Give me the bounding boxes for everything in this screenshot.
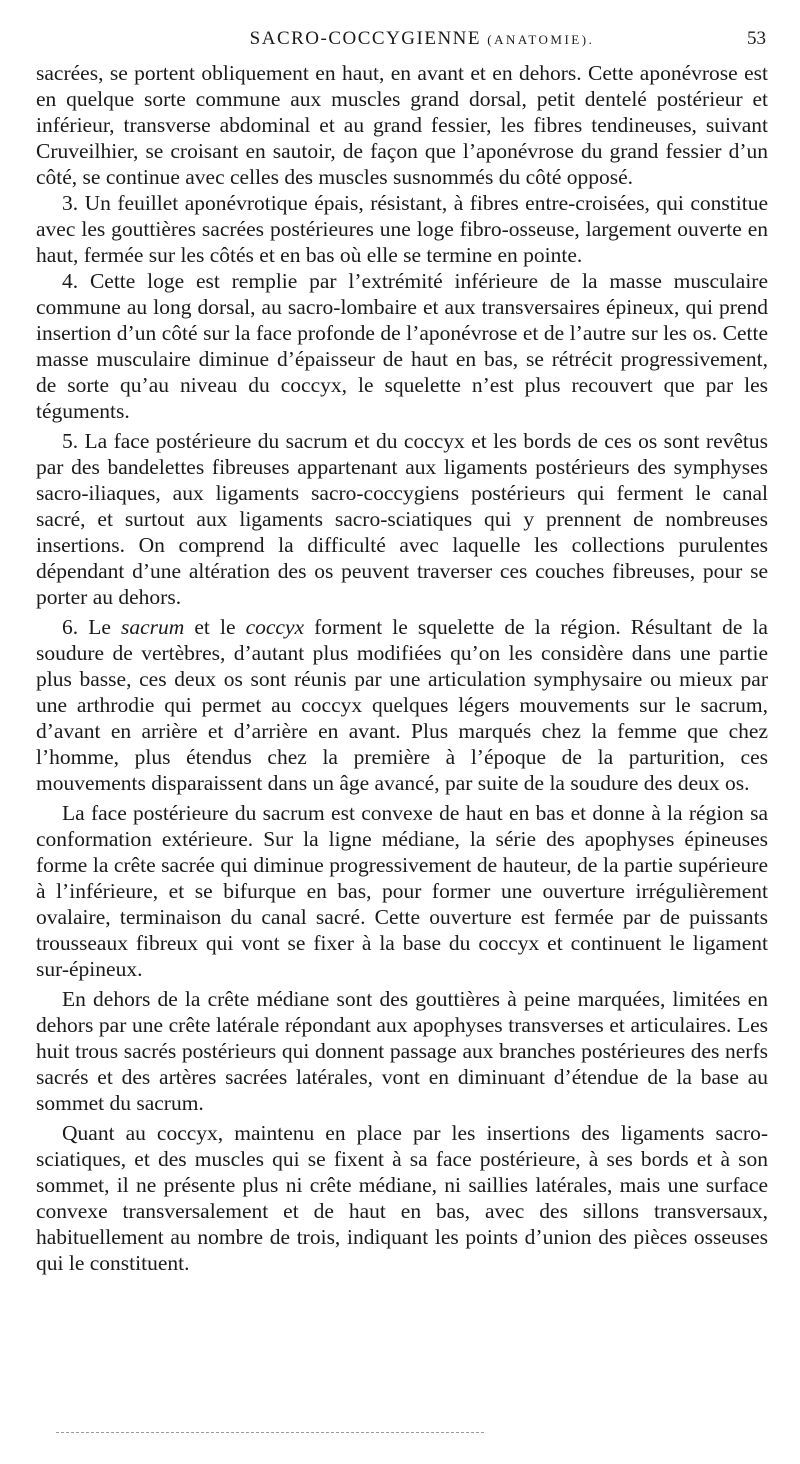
paragraph-gutters: En dehors de la crête médiane sont des gouttières à peine marquées, limitées en dehors par une crête latérale répondant aux apophyses transverses et articulaires. Les huit trous sacrés postérieurs qui donnent passage aux branches postérieures des nerfs sacrés et des artères sacrées latérales, vont en diminuant d’étendue de la base au sommet du sacrum. <box>36 987 768 1115</box>
paragraph-item-6-mid: et le <box>184 615 246 639</box>
term-sacrum: sacrum <box>120 615 185 639</box>
paragraph-item-6-end: forment le squelette de la région. Résultant de la soudure de vertèbres, d’autant plus modifiées qu’on les considère dans une partie plus basse, ces deux os sont réunis par une articulation symphysaire ou mieux par une arthrodie qui permet au coccyx quelques légers mouvements sur le sacrum, d’avant en arrière et d’arrière en avant. Plus marqués chez la femme que chez l’homme, plus étendus chez la première à l’époque de la parturition, ces mouvements disparaissent dans un âge avancé, par suite de la soudure des deux os. <box>36 615 768 795</box>
paragraph-item-6-start: 6. Le <box>62 615 121 639</box>
body-text <box>36 60 768 1276</box>
paragraph-item-3: 3. Un feuillet aponévrotique épais, résistant, à fibres entre-croisées, qui constitue avec les gouttières sacrées postérieures une loge fibro-osseuse, largement ouverte en haut, fermée sur les côtés et en bas où elle se termine en pointe. <box>36 191 768 267</box>
paragraph-continued: sacrées, se portent obliquement en haut, en avant et en dehors. Cette aponévrose est en quelque sorte commune aux muscles grand dorsal, petit dentelé postérieur et inférieur, transverse abdominal et au grand fessier, les fibres tendineuses, suivant Cruveilhier, se croisant en sautoir, de façon que l’aponévrose du grand fessier d’un côté, se continue avec celles des muscles susnommés du côté opposé. <box>36 61 768 189</box>
paragraph-item-5: 5. La face postérieure du sacrum et du coccyx et les bords de ces os sont revêtus par des bandelettes fibreuses appartenant aux ligaments postérieurs des symphyses sacro-iliaques, aux ligaments sacro-coccygiens postérieurs qui ferment le canal sacré, et surtout aux ligaments sacro-sciatiques qui y prennent de nombreuses insertions. On comprend la difficulté avec laquelle les collections purulentes dépendant d’une altération des os peuvent traverser ces couches fibreuses, pour se porter au dehors. <box>36 429 768 609</box>
running-head <box>36 28 768 60</box>
running-head-article: SACRO-COCCYGIENNE <box>249 28 482 49</box>
term-coccyx: coccyx <box>245 615 305 639</box>
page-number: 53 <box>747 28 766 49</box>
paragraph-item-4: 4. Cette loge est remplie par l’extrémité inférieure de la masse musculaire commune au long dorsal, au sacro-lombaire et aux transversaires épineux, qui prend insertion d’un côté sur la face profonde de l’aponévrose et de l’autre sur les os. Cette masse musculaire diminue d’épaisseur de haut en bas, se rétrécit progressivement, de sorte qu’au niveau du coccyx, le squelette n’est plus recouvert que par les téguments. <box>36 269 768 423</box>
book-page <box>36 28 768 1276</box>
footer-rule <box>56 1432 484 1433</box>
paragraph-coccyx: Quant au coccyx, maintenu en place par les insertions des ligaments sacro-sciatiques, et des muscles qui se fixent à sa face postérieure, à ses bords et à son sommet, il ne présente plus ni crête médiane, ni saillies latérales, mais une surface convexe transversalement et de haut en bas, avec des sillons transversaux, habituellement au nombre de trois, indiquant les points d’union des pièces osseuses qui le constituent. <box>36 1121 768 1275</box>
running-head-section: (ANATOMIE). <box>487 32 595 47</box>
paragraph-item-6 <box>36 614 768 796</box>
running-head-title <box>250 28 595 50</box>
paragraph-sacrum-face: La face postérieure du sacrum est convexe de haut en bas et donne à la région sa conformation extérieure. Sur la ligne médiane, la série des apophyses épineuses forme la crête sacrée qui diminue progressivement de hauteur, de la partie supérieure à l’inférieure, et se bifurque en bas, pour former une ouverture irrégulièrement ovalaire, terminaison du canal sacré. Cette ouverture est fermée par de puissants trousseaux fibreux qui vont se fixer à la base du coccyx et continuent le ligament sur-épineux. <box>36 801 768 981</box>
